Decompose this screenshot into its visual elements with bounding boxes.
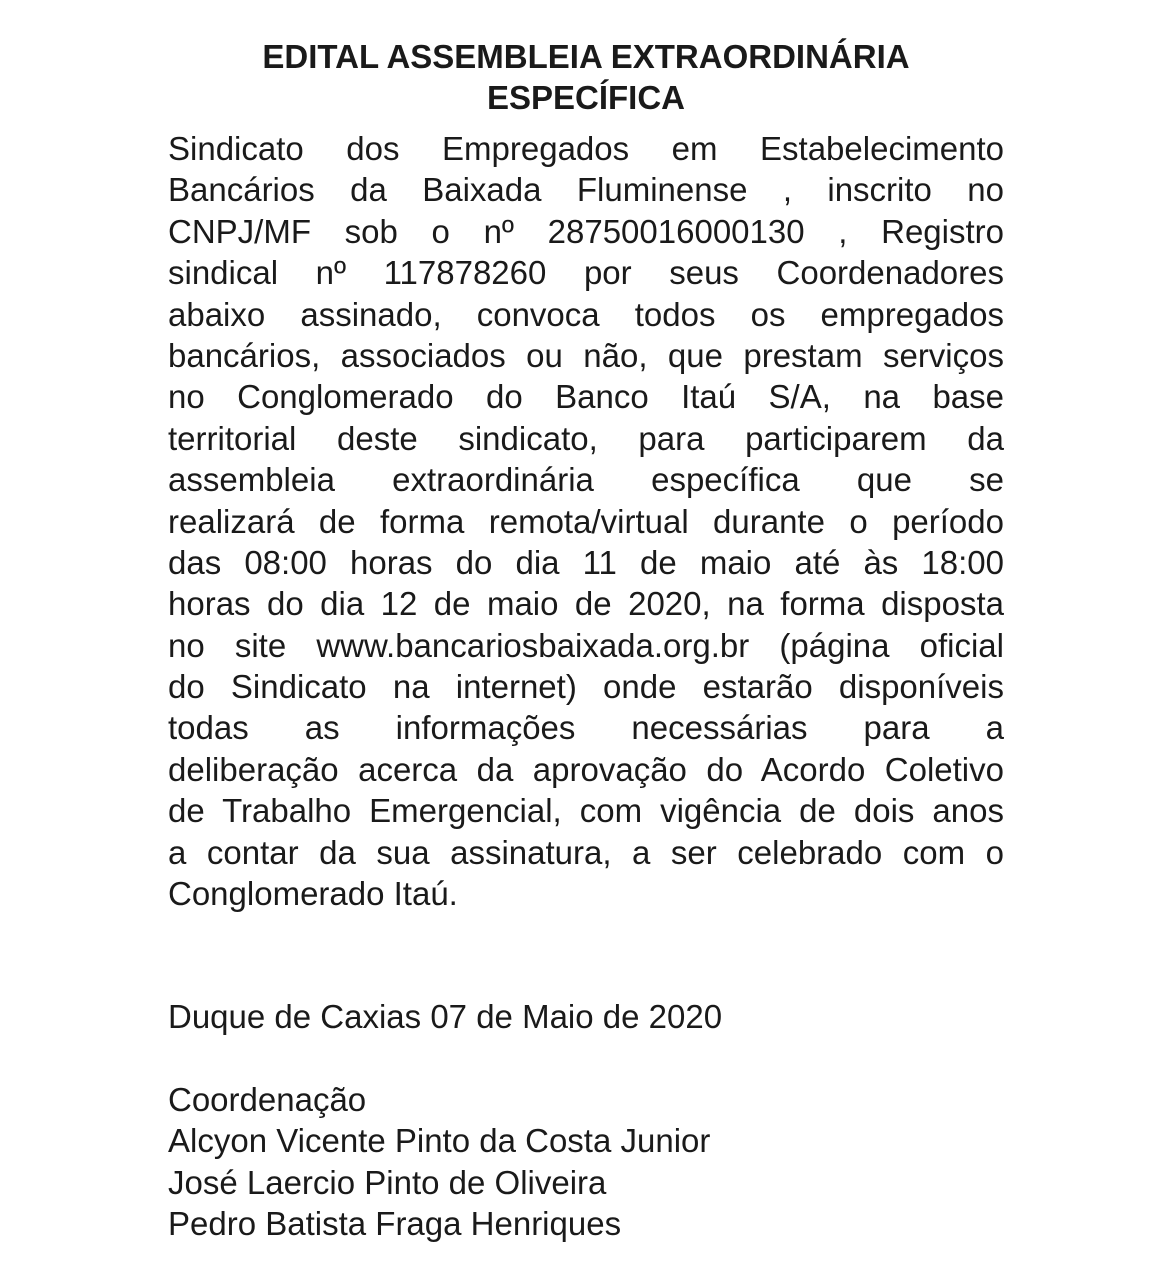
body-line: sindical nº 117878260 por seus Coordenadores [168,254,1004,292]
body-line: abaixo assinado, convoca todos os empregados [168,295,1004,333]
signatory-name: Pedro Batista Fraga Henriques [168,1205,622,1243]
body-line: Sindicato dos Empregados em Estabelecimento [168,130,1004,167]
date-line: Duque de Caxias 07 de Maio de 2020 [168,998,723,1035]
document-date [168,996,1004,1037]
body-line: do Sindicato na internet) onde estarão disponíveis [168,668,1004,706]
coordination-label: Coordenação [168,1081,367,1118]
document-title-line-1: EDITAL ASSEMBLEIA EXTRAORDINÁRIA [262,38,910,75]
body-line: horas do dia 12 de maio de 2020, na forma disposta [168,585,1004,623]
document-title-line-2: ESPECÍFICA [486,79,686,116]
body-line: assembleia extraordinária específica que se [168,461,1004,499]
body-line: Conglomerado Itaú. [168,875,458,913]
body-line: de Trabalho Emergencial, com vigência de dois anos [168,792,1004,830]
body-line: a contar da sua assinatura, a ser celebrado com o [168,833,1004,871]
body-line: CNPJ/MF sob o nº 28750016000130 , Registro [168,212,1004,250]
body-line: bancários, associados ou não, que prestam serviços [168,336,1004,374]
body-line: Bancários da Baixada Fluminense , inscrito no [168,171,1004,209]
signatory-name: Alcyon Vicente Pinto da Costa Junior [168,1122,711,1160]
signatory-name: José Laercio Pinto de Oliveira [168,1163,607,1201]
body-line: no Conglomerado do Banco Itaú S/A, na base [168,378,1004,416]
body-line: realizará de forma remota/virtual durante o período [168,502,1004,540]
document-body [168,128,1004,914]
body-line: territorial deste sindicato, para participarem da [168,419,1004,457]
coordination-block [168,1079,1004,1245]
body-line: das 08:00 horas do dia 11 de maio até às 18:00 [168,543,1004,581]
body-line: todas as informações necessárias para a [168,709,1004,747]
body-line: no site www.bancariosbaixada.org.br (página oficial [168,626,1004,664]
body-line: deliberação acerca da aprovação do Acordo Coletivo [168,750,1004,788]
